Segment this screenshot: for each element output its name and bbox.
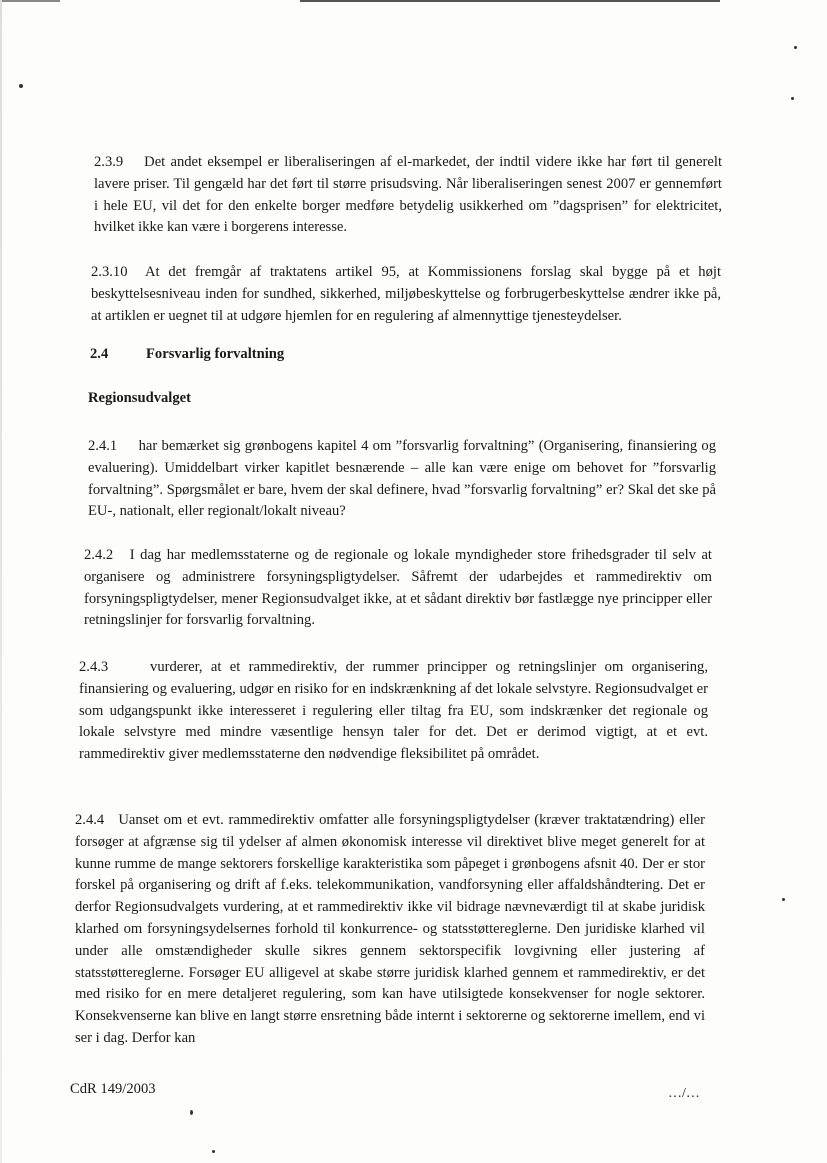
document-reference: CdR 149/2003 (70, 1081, 156, 1097)
paragraph-2-4-2 (84, 545, 712, 632)
paragraph-2-3-10 (91, 262, 721, 327)
paragraph-text: I dag har medlemsstaterne og de regionale og lokale myndigheder store frihedsgrader til selv at organisere og administrere forsyningspligtydelser. Såfremt der udarbejdes et rammedirektiv om forsyningspligtydelser, mener Regionsudvalget ikke, at et sådant direktiv bør fastlægge nye principper eller retningslinjer for forsvarlig forvaltning. (84, 547, 712, 629)
paragraph-2-3-9 (94, 152, 722, 239)
paragraph-number: 2.4.4 (75, 812, 105, 828)
paragraph-number: 2.3.9 (94, 154, 124, 170)
paragraph-text: Uanset om et evt. rammedirektiv omfatter alle forsyningspligtydelser (kræver traktatændring) eller forsøger at afgrænse sig til ydelser af almen økonomisk interesse vil direktivet blive meget generelt for at kunne rumme de mange sektorers forskellige karakteristika som påpeget i grønbogens afsnit 40. Der er stor forskel på organisering og drift af f.eks. telekommunikation, vandforsyning eller affaldshåndtering. Det er derfor Regionsudvalgets vurdering, at et rammedirektiv ikke vil bidrage nævneværdigt til at skabe juridisk klarhed om forsyningsydelsernes forhold til konkurrence- og statsstøttereglerne. Den juridiske klarhed vil under alle omstændigheder skulle sikres gennem sektorspecifik lovgivning eller justering af statsstøttereglerne. Forsøger EU alligevel at skabe større juridisk klarhed gennem et rammedirektiv, er det med risiko for en mere detaljeret regulering, som kan have utilsigtede konsekvenser for nogle sektorer. Konsekvenserne kan blive en langt større ensretning både internt i sektorerne og sektorerne imellem, end vi ser i dag. Derfor kan (75, 812, 706, 1046)
paragraph-number: 2.4.2 (84, 547, 114, 563)
paragraph-text: vurderer, at et rammedirektiv, der rummer principper og retningslinjer om organisering, finansiering og evaluering, udgør en risiko for en indskrænkning af det lokale selvstyre. Regionsudvalget er som udgangspunkt ikke interesseret i regulering eller tiltag fra EU, som indskrænker det regionale og lokale selvstyre med mindre væsentlige hensyn taler for det. Det er derimod vigtigt, at et evt. rammedirektiv giver medlemsstaterne den nødvendige fleksibilitet på området. (79, 659, 708, 763)
paragraph-2-4-4 (75, 810, 705, 1050)
subsection-heading: Regionsudvalget (88, 390, 191, 406)
paragraph-text: har bemærket sig grønbogens kapitel 4 om ”forsvarlig forvaltning” (Organisering, finansiering og evaluering). Umiddelbart virker kapitlet besnærende – alle kan være enige om behovet for ”forsvarlig forvaltning”. Spørgsmålet er bare, hvem der skal definere, hvad ”forsvarlig forvaltning” er? Skal det ske på EU-, nationalt, eller regionalt/lokalt niveau? (88, 438, 716, 520)
section-number: 2.4 (90, 346, 109, 362)
paragraph-text: At det fremgår af traktatens artikel 95, at Kommissionens forslag skal bygge på et højt beskyttelsesniveau inden for sundhed, sikkerhed, miljøbeskyttelse og forbrugerbeskyttelse ændrer ikke på, at artiklen er uegnet til at udgøre hjemlen for en regulering af almennyttige tjenesteydelser. (91, 264, 722, 324)
paragraph-number: 2.4.3 (79, 659, 109, 675)
paragraph-text: Det andet eksempel er liberaliseringen af el-markedet, der indtil videre ikke har ført til generelt lavere priser. Til gengæld har det ført til større prisudsving. Når liberaliseringen senest 2007 er gennemført i hele EU, vil det for den enkelte borger medføre betydelig usikkerhed om ”dagsprisen” for elektricitet, hvilket ikke kan være i borgerens interesse. (94, 154, 722, 236)
paragraph-2-4-3 (79, 657, 708, 766)
paragraph-2-4-1 (88, 436, 716, 523)
section-heading (90, 346, 284, 363)
section-title: Forsvarlig forvaltning (146, 346, 285, 362)
paragraph-number: 2.3.10 (91, 264, 128, 280)
paragraph-number: 2.4.1 (88, 438, 118, 454)
continuation-mark: …/… (668, 1086, 700, 1101)
